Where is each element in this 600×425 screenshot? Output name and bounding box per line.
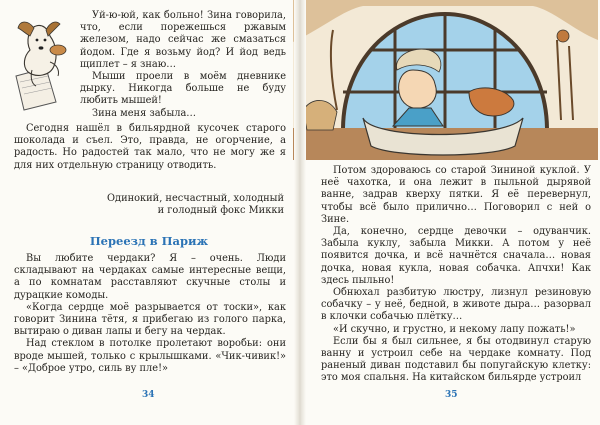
left-page (0, 0, 297, 425)
right-paragraph-1: Потом здороваюсь со старой Зининой куклой. У неё чахотка, и она лежит в пыльной дырявой ванне, задрав кверху пятки. Я её перевернул, чтобы всё было прилично… Поговорил с ней о Зине. (321, 165, 591, 225)
dog-with-diary-illustration (6, 6, 76, 122)
right-paragraph-2: Да, конечно, сердце девочки – одуванчик. Забыла куклу, забыла Микки. А потом у неё появится дочка, и всё начнётся сначала… новая дочка, новая кукла, новая собачка. Апчхи! Как здесь пыльно! (321, 226, 591, 286)
right-body (321, 165, 591, 385)
intro-block (80, 10, 286, 120)
intro-paragraph-2: Мыши проели в моём дневнике дырку. Никогда больше не буду любить мышей! (80, 71, 286, 107)
signature-line-1: Одинокий, несчастный, холодный (107, 193, 284, 204)
section-paragraph-3: Над стеклом в потолке пролетают воробьи: они вроде мышей, только с крылышками. «Чик-чивик!» – «Доброе утро, силь ву пле!» (14, 338, 286, 374)
intro-paragraph-3: Зина меня забыла… (92, 107, 197, 119)
intro-paragraph-4: Сегодня нашёл в бильярдной кусочек старого шоколада и съел. Это, правда, не огорчение, а радость. Но радостей так мало, что не могу же я для них отдельную страницу отводить. (14, 123, 286, 171)
section-body (14, 253, 286, 375)
page-number-left: 34 (142, 390, 155, 400)
section-paragraph-1: Вы любите чердаки? Я – очень. Люди складывают на чердаках самые интересные вещи, а по комнатам расставляют скучные столы и дурацкие комоды. (14, 253, 286, 301)
signature-line-2: и голодный фокс Микки (157, 205, 284, 217)
intro-block-wide (14, 123, 286, 172)
attic-illustration (293, 0, 598, 160)
intro-paragraph-1: Уй-ю-юй, как больно! Зина говорила, что, если порежешься ржавым железом, надо сейчас же смазаться йодом. Где я возьму йод? И йод ведь щиплет – я знаю… (80, 10, 286, 70)
section-title: Переезд в Париж (89, 234, 209, 248)
right-paragraph-4: «И скучно, и грустно, и некому лапу пожать!» (333, 323, 576, 335)
right-paragraph-5: Если бы я был сильнее, я бы отодвинул старую ванну и устроил себе на чердаке комнату. Под раненый диван подставил бы попугайскую клетку: это моя спальня. На китайском бильярде устроил (321, 335, 591, 384)
right-paragraph-3: Обнюхал разбитую люстру, лизнул резиновую собачку – у неё, бедной, в животе дыра… разорвал в клочки собачью плётку… (321, 287, 591, 323)
signature-block (14, 193, 286, 217)
page-number-right: 35 (445, 390, 458, 400)
section-paragraph-2: «Когда сердце моё разрывается от тоски», как говорит Зинина тётя, я прибегаю из голого парка, вытираю о диван лапы и бегу на чердак. (14, 301, 286, 338)
book-gutter (294, 0, 306, 425)
